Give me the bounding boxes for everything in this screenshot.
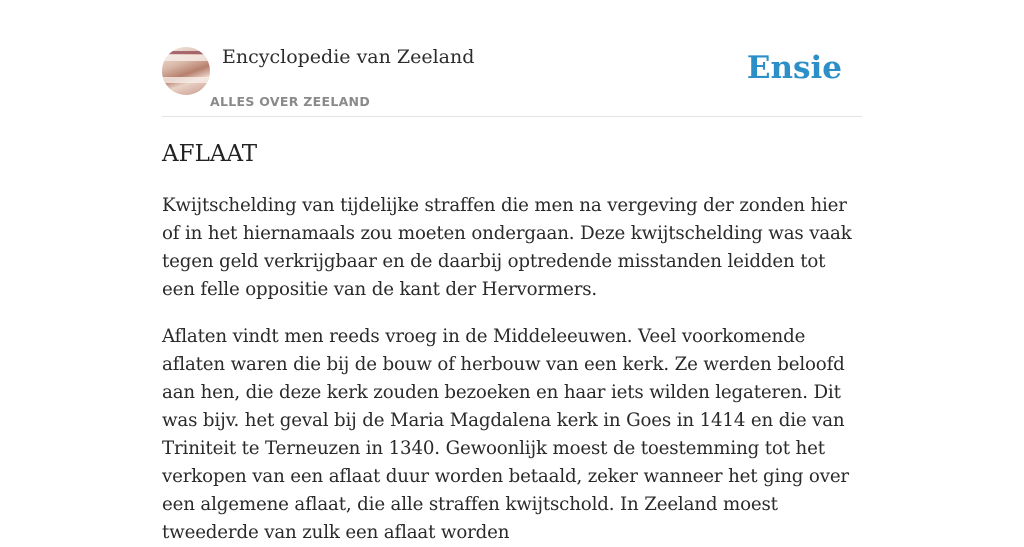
site-header: [162, 44, 862, 117]
avatar-book-detail: [162, 55, 210, 61]
avatar-book-detail: [162, 77, 210, 83]
article: [162, 138, 862, 547]
site-tagline: ALLES OVER ZEELAND: [210, 94, 370, 109]
article-headword: AFLAAT: [162, 141, 258, 167]
ensie-logo-link[interactable]: Ensie: [746, 50, 842, 86]
site-title[interactable]: Encyclopedie van Zeeland: [222, 46, 475, 68]
article-paragraph: Aflaten vindt men reeds vroeg in de Middeleeuwen. Veel voorkomende aflaten waren die bij de bouw of herbouw van een kerk. Ze werden beloofd aan hen, die deze kerk zouden bezoeken en haar iets wilden legateren. Dit was bijv. het geval bij de Maria Magdalena kerk in Goes in 1414 en die van Triniteit te Terneuzen in 1340. Gewoonlijk moest de toestemming tot het verkopen van een aflaat duur worden betaald, zeker wanneer het ging over een algemene aflaat, die alle straffen kwijtschold. In Zeeland moest tweederde van zulk een aflaat worden: [162, 326, 849, 543]
avatar-band: [168, 51, 204, 54]
article-paragraph: Kwijtschelding van tijdelijke straffen die men na vergeving der zonden hier of in het hiernamaals zou moeten ondergaan. Deze kwijtschelding was vaak tegen geld verkrijgbaar en de daarbij optredende misstanden leidden tot een felle oppositie van de kant der Hervormers.: [162, 195, 852, 300]
site-avatar[interactable]: [162, 47, 210, 95]
